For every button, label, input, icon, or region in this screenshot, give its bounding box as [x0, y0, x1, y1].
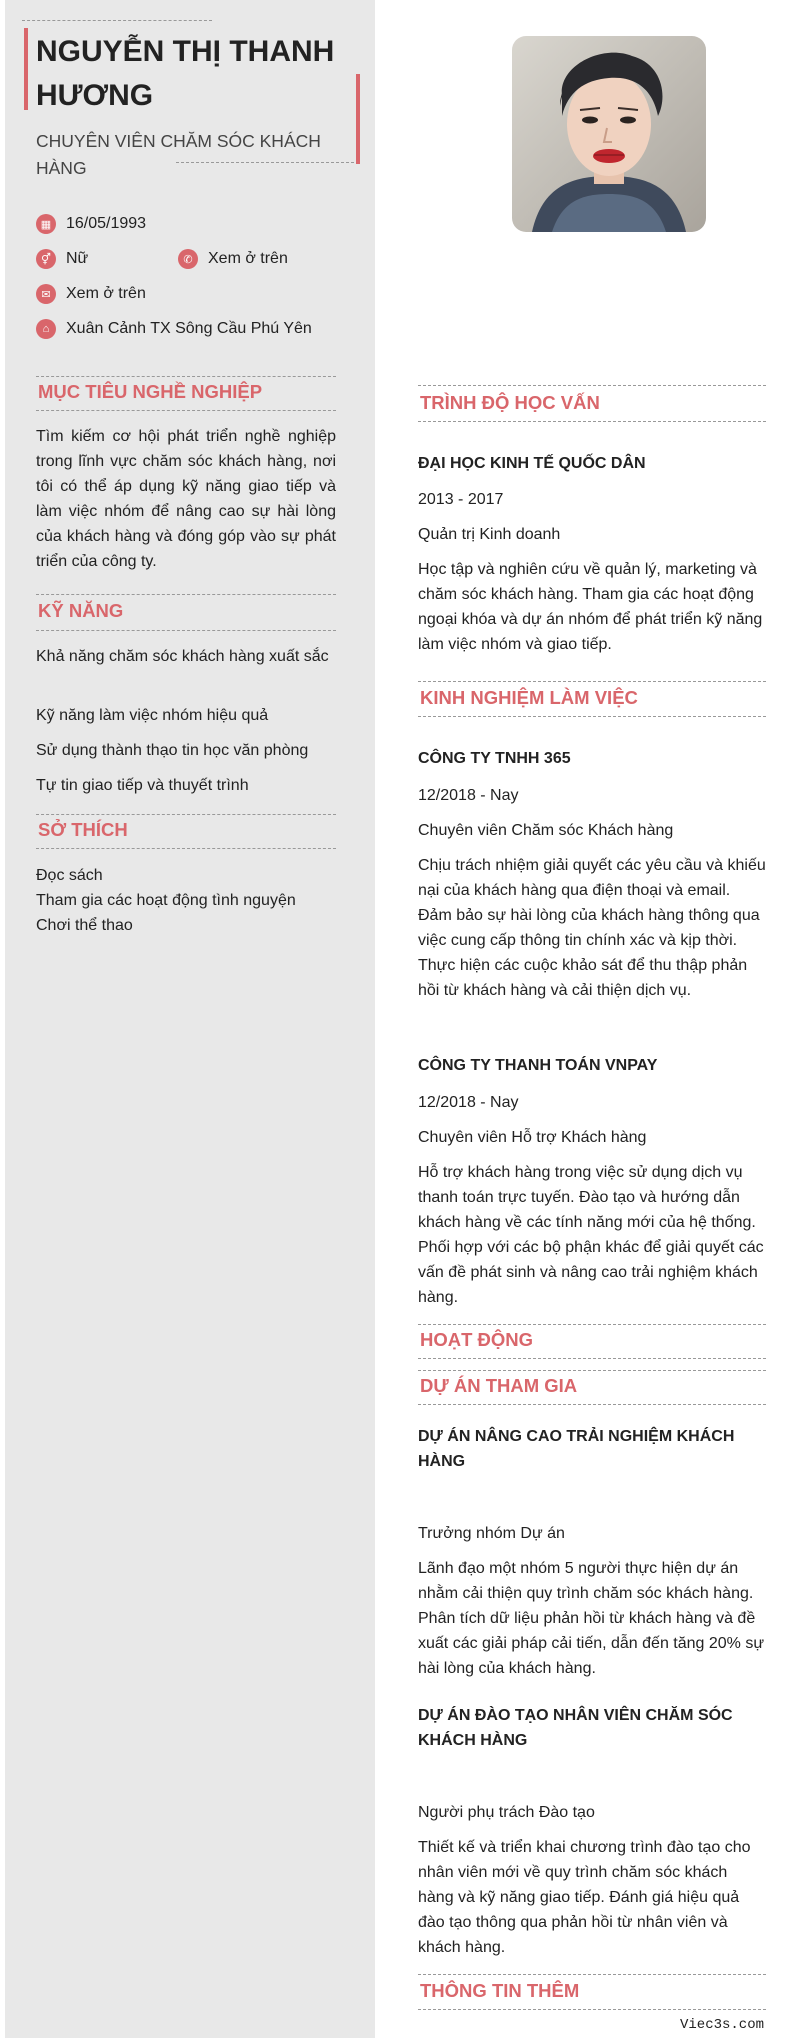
project-name: DỰ ÁN ĐÀO TẠO NHÂN VIÊN CHĂM SÓC KHÁCH HÀNG — [418, 1707, 733, 1749]
hobby-item: Tham gia các hoạt động tình nguyện — [36, 892, 296, 909]
job-role: Chuyên viên Chăm sóc Khách hàng — [418, 822, 674, 839]
divider — [36, 848, 336, 849]
job-period: 12/2018 - Nay — [418, 787, 519, 804]
divider — [418, 1324, 766, 1325]
extra-info-heading: THÔNG TIN THÊM — [420, 1980, 580, 2001]
job-title: CHUYÊN VIÊN CHĂM SÓC KHÁCH HÀNG — [36, 131, 321, 178]
education-heading: TRÌNH ĐỘ HỌC VẤN — [420, 392, 600, 413]
home-icon: ⌂ — [36, 319, 56, 339]
education-period: 2013 - 2017 — [418, 491, 504, 508]
skill-item: Kỹ năng làm việc nhóm hiệu quả — [36, 707, 269, 724]
gender-value: Nữ — [66, 250, 89, 267]
email-row — [36, 284, 146, 304]
divider — [418, 421, 766, 422]
project-description: Lãnh đạo một nhóm 5 người thực hiện dự án nhằm cải thiện quy trình chăm sóc khách hàng. Phân tích dữ liệu phản hồi từ khách hàng và đề xuất các giải pháp cải tiến, dẫn đến tăng 20% sự hài lòng của khách hàng. — [418, 1560, 765, 1677]
portrait-image — [512, 36, 706, 232]
accent-bar — [24, 28, 28, 110]
full-name: NGUYỄN THỊ THANH HƯƠNG — [36, 35, 335, 112]
gender-icon: ⚥ — [36, 249, 56, 269]
education-major: Quản trị Kinh doanh — [418, 526, 561, 543]
job-description: Chịu trách nhiệm giải quyết các yêu cầu và khiếu nại của khách hàng qua điện thoại và email. Đảm bảo sự hài lòng của khách hàng thông qua việc cung cấp thông tin chính xác và kịp thời. Thực hiện các cuộc khảo sát để thu thập phản hồi từ khách hàng và cải thiện dịch vụ. — [418, 857, 766, 999]
education-description: Học tập và nghiên cứu về quản lý, marketing và chăm sóc khách hàng. Tham gia các hoạt động ngoại khóa và dự án nhóm để phát triển kỹ năng làm việc nhóm và giao tiếp. — [418, 561, 763, 653]
accent-bar — [356, 74, 360, 164]
phone-row — [178, 249, 288, 269]
address-value: Xuân Cảnh TX Sông Cầu Phú Yên — [66, 320, 312, 337]
divider — [36, 814, 336, 815]
phone-value: Xem ở trên — [208, 250, 288, 267]
project-name: DỰ ÁN NÂNG CAO TRẢI NGHIỆM KHÁCH HÀNG — [418, 1428, 735, 1470]
project-role: Người phụ trách Đào tạo — [418, 1804, 595, 1821]
divider — [418, 716, 766, 717]
hobbies-heading: SỞ THÍCH — [38, 819, 128, 840]
divider — [36, 630, 336, 631]
school-name: ĐẠI HỌC KINH TẾ QUỐC DÂN — [418, 455, 646, 472]
divider — [418, 1370, 766, 1371]
job-description: Hỗ trợ khách hàng trong việc sử dụng dịch vụ thanh toán trực tuyến. Đào tạo và hướng dẫn khách hàng về các tính năng mới của hệ thống. Phối hợp với các bộ phận khác để giải quyết các vấn đề phát sinh và nâng cao trải nghiệm khách hàng. — [418, 1164, 764, 1306]
objective-text: Tìm kiếm cơ hội phát triển nghề nghiệp trong lĩnh vực chăm sóc khách hàng, nơi tôi có thể áp dụng kỹ năng giao tiếp và làm việc nhóm để nâng cao sự hài lòng của khách hàng và đóng góp vào sự phát triển của công ty. — [36, 428, 336, 570]
activities-heading: HOẠT ĐỘNG — [420, 1329, 534, 1350]
email-value: Xem ở trên — [66, 285, 146, 302]
company-name: CÔNG TY TNHH 365 — [418, 750, 571, 767]
birthday-row — [36, 214, 146, 234]
profile-photo — [512, 36, 706, 232]
divider — [36, 376, 336, 377]
divider — [418, 385, 766, 386]
divider — [36, 594, 336, 595]
project-role: Trưởng nhóm Dự án — [418, 1525, 565, 1542]
skill-item: Sử dụng thành thạo tin học văn phòng — [36, 742, 309, 759]
divider — [418, 1404, 766, 1405]
skills-heading: KỸ NĂNG — [38, 600, 124, 621]
projects-heading: DỰ ÁN THAM GIA — [420, 1375, 578, 1396]
divider — [418, 2009, 766, 2010]
company-name: CÔNG TY THANH TOÁN VNPAY — [418, 1057, 658, 1074]
divider — [22, 20, 212, 21]
gender-row — [36, 249, 88, 269]
address-row — [36, 319, 312, 339]
divider — [418, 681, 766, 682]
hobby-item: Đọc sách — [36, 867, 103, 884]
project-description: Thiết kế và triển khai chương trình đào tạo cho nhân viên mới về quy trình chăm sóc khách hàng và kỹ năng giao tiếp. Đánh giá hiệu quả đào tạo thông qua phản hồi từ nhân viên và khách hàng. — [418, 1839, 751, 1956]
hobby-item: Chơi thể thao — [36, 917, 133, 934]
divider — [176, 162, 354, 163]
watermark: Viec3s.com — [679, 2017, 764, 2033]
mail-icon: ✉ — [36, 284, 56, 304]
divider — [418, 1974, 766, 1975]
divider — [36, 410, 336, 411]
phone-icon: ✆ — [178, 249, 198, 269]
experience-heading: KINH NGHIỆM LÀM VIỆC — [420, 687, 638, 708]
objective-heading: MỤC TIÊU NGHỀ NGHIỆP — [38, 381, 263, 402]
calendar-icon: ▦ — [36, 214, 56, 234]
job-role: Chuyên viên Hỗ trợ Khách hàng — [418, 1129, 647, 1146]
left-column — [5, 0, 375, 2038]
skill-item: Tự tin giao tiếp và thuyết trình — [36, 777, 249, 794]
birthday-value: 16/05/1993 — [66, 215, 147, 232]
job-period: 12/2018 - Nay — [418, 1094, 519, 1111]
skill-item: Khả năng chăm sóc khách hàng xuất sắc — [36, 648, 329, 665]
divider — [418, 1358, 766, 1359]
